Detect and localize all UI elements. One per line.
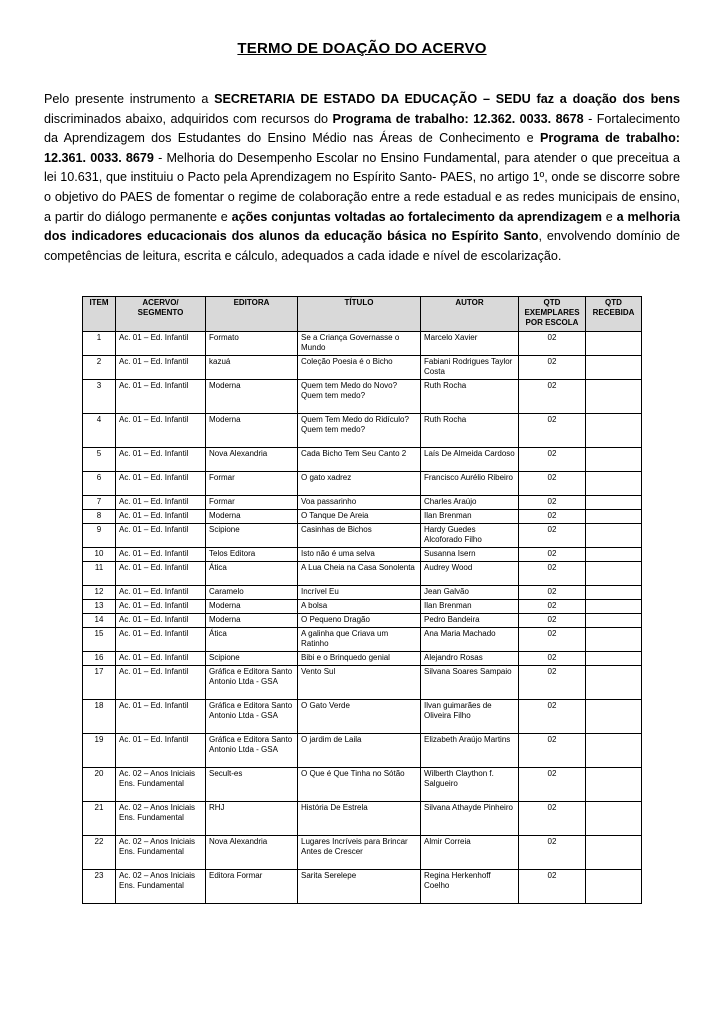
col-header-item: ITEM xyxy=(83,297,116,332)
cell-qtd-exemplares: 02 xyxy=(519,496,586,510)
cell-acervo: Ac. 01 – Ed. Infantil xyxy=(116,734,206,768)
cell-editora: kazuá xyxy=(206,356,298,380)
cell-editora: Ática xyxy=(206,628,298,652)
paragraph-run: - Fortalecimento da Aprendizagem dos Estudantes do Ensino Médio nas Áreas de Conhecimento e xyxy=(44,111,681,146)
cell-acervo: Ac. 01 – Ed. Infantil xyxy=(116,448,206,472)
cell-item: 14 xyxy=(83,614,116,628)
cell-acervo: Ac. 02 – Anos Iniciais Ens. Fundamental xyxy=(116,768,206,802)
table-row xyxy=(83,586,642,600)
table-row xyxy=(83,380,642,414)
cell-qtd-recebida xyxy=(586,472,642,496)
cell-acervo: Ac. 01 – Ed. Infantil xyxy=(116,600,206,614)
cell-item: 23 xyxy=(83,870,116,904)
cell-qtd-recebida xyxy=(586,870,642,904)
cell-acervo: Ac. 02 – Anos Iniciais Ens. Fundamental xyxy=(116,836,206,870)
cell-qtd-exemplares: 02 xyxy=(519,380,586,414)
cell-item: 21 xyxy=(83,802,116,836)
cell-editora: Moderna xyxy=(206,414,298,448)
cell-item: 16 xyxy=(83,652,116,666)
cell-qtd-recebida xyxy=(586,628,642,652)
cell-titulo: O Tanque De Areia xyxy=(298,510,421,524)
cell-titulo: História De Estrela xyxy=(298,802,421,836)
cell-acervo: Ac. 01 – Ed. Infantil xyxy=(116,614,206,628)
cell-acervo: Ac. 01 – Ed. Infantil xyxy=(116,414,206,448)
cell-acervo: Ac. 01 – Ed. Infantil xyxy=(116,510,206,524)
table-row xyxy=(83,802,642,836)
cell-qtd-exemplares: 02 xyxy=(519,652,586,666)
cell-acervo: Ac. 01 – Ed. Infantil xyxy=(116,700,206,734)
cell-qtd-exemplares: 02 xyxy=(519,472,586,496)
cell-titulo: A bolsa xyxy=(298,600,421,614)
cell-autor: Hardy Guedes Alcoforado Filho xyxy=(421,524,519,548)
table-row xyxy=(83,332,642,356)
cell-titulo: O Pequeno Dragão xyxy=(298,614,421,628)
cell-qtd-exemplares: 02 xyxy=(519,586,586,600)
paragraph-bold-run: SECRETARIA DE ESTADO DA EDUCAÇÃO – SEDU faz a doação dos bens xyxy=(214,92,681,106)
cell-item: 3 xyxy=(83,380,116,414)
col-header-qtd-exemplares: QTD EXEMPLARES POR ESCOLA xyxy=(519,297,586,332)
cell-qtd-exemplares: 02 xyxy=(519,332,586,356)
cell-acervo: Ac. 01 – Ed. Infantil xyxy=(116,524,206,548)
cell-editora: Ática xyxy=(206,562,298,586)
cell-titulo: Casinhas de Bichos xyxy=(298,524,421,548)
cell-acervo: Ac. 01 – Ed. Infantil xyxy=(116,496,206,510)
col-header-autor: AUTOR xyxy=(421,297,519,332)
cell-item: 13 xyxy=(83,600,116,614)
cell-autor: Fabiani Rodrigues Taylor Costa xyxy=(421,356,519,380)
cell-item: 9 xyxy=(83,524,116,548)
table-row xyxy=(83,700,642,734)
cell-editora: RHJ xyxy=(206,802,298,836)
table-row xyxy=(83,548,642,562)
table-row xyxy=(83,448,642,472)
cell-acervo: Ac. 01 – Ed. Infantil xyxy=(116,562,206,586)
table-header-row xyxy=(83,297,642,332)
cell-autor: Ilvan guimarães de Oliveira Filho xyxy=(421,700,519,734)
cell-editora: Formato xyxy=(206,332,298,356)
cell-qtd-recebida xyxy=(586,768,642,802)
table-row xyxy=(83,524,642,548)
col-header-editora: EDITORA xyxy=(206,297,298,332)
cell-autor: Jean Galvão xyxy=(421,586,519,600)
cell-item: 15 xyxy=(83,628,116,652)
table-row xyxy=(83,870,642,904)
paragraph-bold-run: Programa de trabalho: 12.361. 0033. 8679 xyxy=(44,131,680,165)
cell-acervo: Ac. 01 – Ed. Infantil xyxy=(116,332,206,356)
cell-titulo: Incrível Eu xyxy=(298,586,421,600)
table-row xyxy=(83,510,642,524)
cell-qtd-exemplares: 02 xyxy=(519,870,586,904)
cell-qtd-recebida xyxy=(586,652,642,666)
cell-qtd-exemplares: 02 xyxy=(519,414,586,448)
cell-acervo: Ac. 01 – Ed. Infantil xyxy=(116,472,206,496)
paragraph-run: discriminados abaixo, adquiridos com recursos do xyxy=(44,111,333,126)
cell-acervo: Ac. 01 – Ed. Infantil xyxy=(116,586,206,600)
cell-item: 19 xyxy=(83,734,116,768)
cell-item: 20 xyxy=(83,768,116,802)
cell-acervo: Ac. 01 – Ed. Infantil xyxy=(116,666,206,700)
cell-titulo: Cada Bicho Tem Seu Canto 2 xyxy=(298,448,421,472)
cell-titulo: Voa passarinho xyxy=(298,496,421,510)
cell-titulo: Se a Criança Governasse o Mundo xyxy=(298,332,421,356)
cell-item: 1 xyxy=(83,332,116,356)
cell-item: 4 xyxy=(83,414,116,448)
document-title: TERMO DE DOAÇÃO DO ACERVO xyxy=(237,40,487,57)
intro-paragraph xyxy=(44,90,680,266)
cell-autor: Ilan Brenman xyxy=(421,600,519,614)
paragraph-run: Pelo presente instrumento a xyxy=(44,92,215,106)
table-row xyxy=(83,356,642,380)
table-row xyxy=(83,614,642,628)
cell-qtd-exemplares: 02 xyxy=(519,628,586,652)
cell-autor: Silvana Athayde Pinheiro xyxy=(421,802,519,836)
paragraph-bold-run: a melhoria dos indicadores educacionais dos alunos da educação básica no Espírito Santo xyxy=(44,209,681,244)
cell-qtd-exemplares: 02 xyxy=(519,836,586,870)
cell-item: 7 xyxy=(83,496,116,510)
cell-autor: Susanna Isern xyxy=(421,548,519,562)
table-row xyxy=(83,562,642,586)
cell-editora: Formar xyxy=(206,472,298,496)
col-header-titulo: TÍTULO xyxy=(298,297,421,332)
table-row xyxy=(83,414,642,448)
cell-qtd-exemplares: 02 xyxy=(519,448,586,472)
cell-autor: Alejandro Rosas xyxy=(421,652,519,666)
paragraph-bold-run: ações conjuntas voltadas ao fortalecimento da aprendizagem xyxy=(231,209,602,224)
cell-qtd-exemplares: 02 xyxy=(519,734,586,768)
cell-acervo: Ac. 01 – Ed. Infantil xyxy=(116,628,206,652)
cell-titulo: Coleção Poesia é o Bicho xyxy=(298,356,421,380)
cell-titulo: Lugares Incríveis para Brincar Antes de Crescer xyxy=(298,836,421,870)
cell-acervo: Ac. 02 – Anos Iniciais Ens. Fundamental xyxy=(116,870,206,904)
cell-qtd-exemplares: 02 xyxy=(519,356,586,380)
cell-titulo: O gato xadrez xyxy=(298,472,421,496)
cell-qtd-recebida xyxy=(586,614,642,628)
cell-autor: Wilberth Claython f. Salgueiro xyxy=(421,768,519,802)
cell-qtd-recebida xyxy=(586,496,642,510)
cell-editora: Gráfica e Editora Santo Antonio Ltda - GSA xyxy=(206,666,298,700)
cell-autor: Laís De Almeida Cardoso xyxy=(421,448,519,472)
cell-titulo: O Que é Que Tinha no Sótão xyxy=(298,768,421,802)
cell-qtd-recebida xyxy=(586,586,642,600)
cell-titulo: Quem Tem Medo do Ridículo?Quem tem medo? xyxy=(298,414,421,448)
cell-titulo: A Lua Cheia na Casa Sonolenta xyxy=(298,562,421,586)
table-row xyxy=(83,628,642,652)
cell-qtd-exemplares: 02 xyxy=(519,524,586,548)
cell-autor: Audrey Wood xyxy=(421,562,519,586)
cell-acervo: Ac. 01 – Ed. Infantil xyxy=(116,652,206,666)
cell-acervo: Ac. 01 – Ed. Infantil xyxy=(116,548,206,562)
cell-autor: Ana Maria Machado xyxy=(421,628,519,652)
cell-qtd-recebida xyxy=(586,356,642,380)
cell-qtd-recebida xyxy=(586,700,642,734)
cell-editora: Editora Formar xyxy=(206,870,298,904)
cell-qtd-recebida xyxy=(586,380,642,414)
cell-editora: Formar xyxy=(206,496,298,510)
cell-editora: Telos Editora xyxy=(206,548,298,562)
cell-acervo: Ac. 01 – Ed. Infantil xyxy=(116,380,206,414)
table-row xyxy=(83,496,642,510)
cell-item: 6 xyxy=(83,472,116,496)
cell-titulo: Bibi e o Brinquedo genial xyxy=(298,652,421,666)
cell-autor: Elizabeth Araújo Martins xyxy=(421,734,519,768)
col-header-qtd-recebida: QTD RECEBIDA xyxy=(586,297,642,332)
cell-qtd-recebida xyxy=(586,510,642,524)
paragraph-bold-run: Programa de trabalho: 12.362. 0033. 8678 xyxy=(332,111,584,126)
cell-autor: Regina Herkenhoff Coelho xyxy=(421,870,519,904)
table-row xyxy=(83,600,642,614)
table-row xyxy=(83,734,642,768)
cell-qtd-recebida xyxy=(586,802,642,836)
cell-autor: Pedro Bandeira xyxy=(421,614,519,628)
cell-qtd-recebida xyxy=(586,332,642,356)
cell-qtd-exemplares: 02 xyxy=(519,700,586,734)
cell-acervo: Ac. 02 – Anos Iniciais Ens. Fundamental xyxy=(116,802,206,836)
acervo-table xyxy=(82,296,642,904)
cell-qtd-exemplares: 02 xyxy=(519,614,586,628)
cell-qtd-recebida xyxy=(586,524,642,548)
cell-editora: Gráfica e Editora Santo Antonio Ltda - GSA xyxy=(206,700,298,734)
cell-qtd-exemplares: 02 xyxy=(519,666,586,700)
cell-item: 5 xyxy=(83,448,116,472)
cell-autor: Silvana Soares Sampaio xyxy=(421,666,519,700)
cell-autor: Charles Araújo xyxy=(421,496,519,510)
cell-editora: Caramelo xyxy=(206,586,298,600)
cell-qtd-recebida xyxy=(586,448,642,472)
cell-titulo: Sarita Serelepe xyxy=(298,870,421,904)
cell-editora: Scipione xyxy=(206,524,298,548)
cell-item: 11 xyxy=(83,562,116,586)
cell-titulo: O Gato Verde xyxy=(298,700,421,734)
cell-editora: Moderna xyxy=(206,600,298,614)
cell-titulo: A galinha que Criava um Ratinho xyxy=(298,628,421,652)
cell-item: 17 xyxy=(83,666,116,700)
cell-autor: Marcelo Xavier xyxy=(421,332,519,356)
paragraph-run: , envolvendo domínio de competências de leitura, escrita e cálculo, adequados a cada idade e nível de escolarização. xyxy=(44,229,680,263)
cell-qtd-recebida xyxy=(586,836,642,870)
cell-item: 18 xyxy=(83,700,116,734)
cell-qtd-recebida xyxy=(586,666,642,700)
cell-item: 2 xyxy=(83,356,116,380)
cell-editora: Gráfica e Editora Santo Antonio Ltda - GSA xyxy=(206,734,298,768)
cell-autor: Almir Correia xyxy=(421,836,519,870)
cell-item: 12 xyxy=(83,586,116,600)
table-row xyxy=(83,768,642,802)
cell-editora: Moderna xyxy=(206,614,298,628)
cell-editora: Secult-es xyxy=(206,768,298,802)
cell-qtd-recebida xyxy=(586,734,642,768)
cell-qtd-recebida xyxy=(586,414,642,448)
cell-editora: Nova Alexandria xyxy=(206,836,298,870)
cell-editora: Nova Alexandria xyxy=(206,448,298,472)
cell-editora: Moderna xyxy=(206,380,298,414)
cell-titulo: Vento Sul xyxy=(298,666,421,700)
cell-qtd-exemplares: 02 xyxy=(519,802,586,836)
cell-acervo: Ac. 01 – Ed. Infantil xyxy=(116,356,206,380)
cell-autor: Ilan Brenman xyxy=(421,510,519,524)
cell-titulo: Isto não é uma selva xyxy=(298,548,421,562)
table-row xyxy=(83,472,642,496)
paragraph-run: e xyxy=(601,209,617,224)
cell-qtd-recebida xyxy=(586,562,642,586)
cell-qtd-recebida xyxy=(586,600,642,614)
cell-qtd-exemplares: 02 xyxy=(519,562,586,586)
cell-qtd-exemplares: 02 xyxy=(519,510,586,524)
cell-item: 22 xyxy=(83,836,116,870)
cell-autor: Francisco Aurélio Ribeiro xyxy=(421,472,519,496)
cell-qtd-exemplares: 02 xyxy=(519,548,586,562)
cell-qtd-exemplares: 02 xyxy=(519,600,586,614)
cell-item: 10 xyxy=(83,548,116,562)
cell-titulo: Quem tem Medo do Novo? Quem tem medo? xyxy=(298,380,421,414)
cell-item: 8 xyxy=(83,510,116,524)
cell-autor: Ruth Rocha xyxy=(421,380,519,414)
cell-qtd-recebida xyxy=(586,548,642,562)
cell-editora: Scipione xyxy=(206,652,298,666)
table-row xyxy=(83,652,642,666)
col-header-acervo: ACERVO/ SEGMENTO xyxy=(116,297,206,332)
cell-titulo: O jardim de Laila xyxy=(298,734,421,768)
cell-qtd-exemplares: 02 xyxy=(519,768,586,802)
cell-autor: Ruth Rocha xyxy=(421,414,519,448)
cell-editora: Moderna xyxy=(206,510,298,524)
table-row xyxy=(83,666,642,700)
paragraph-run: - Melhoria do Desempenho Escolar no Ensino Fundamental, para atender o que preceitua a lei 10.631, que instituiu o Pacto pela Aprendizagem no Espírito Santo- PAES, no artigo 1º, onde se discorre sobre o objetivo do PAES de fomentar o regime de colaboração entre a rede estadual e as redes municipais de ensino, a partir do diálogo permanente e xyxy=(44,150,680,224)
table-row xyxy=(83,836,642,870)
